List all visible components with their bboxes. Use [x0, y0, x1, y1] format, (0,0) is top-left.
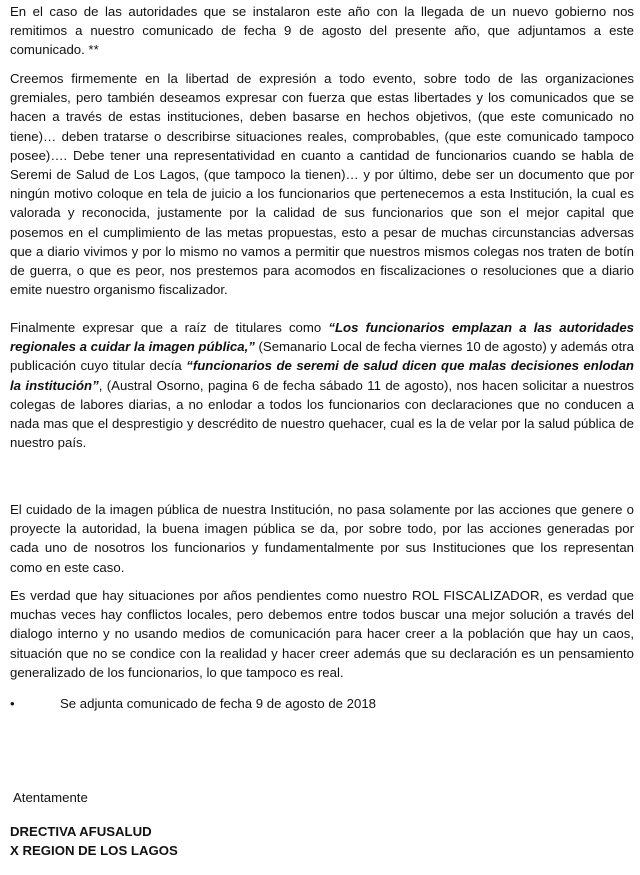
paragraph-1: En el caso de las autoridades que se instalaron este año con la llegada de un nuevo gobierno nos remitimos a nuestro comunicado de fecha 9 de agosto del presente año, que adjuntamos a este comunicado. **: [10, 4, 634, 58]
paragraph-3-intro: Finalmente expresar que a raíz de titulares como: [10, 320, 329, 335]
paragraph-4: El cuidado de la imagen pública de nuestra Institución, no pasa solamente por las acciones que genere o proyecte la autoridad, la buena imagen pública se da, por sobre todo, por las acciones generadas por cada uno de nosotros los funcionarios y fundamentalmente por sus Instituciones que los representan como en este caso.: [10, 502, 634, 575]
headline-quote-1: “Los funcionarios emplazan a las autoridades regionales a cuidar la imagen pública,”: [10, 320, 634, 355]
paragraph-2: Creemos firmemente en la libertad de expresión a todo evento, sobre todo de las organizaciones gremiales, pero también deseamos expresar con fuerza que estas libertades y los comunicados que se hacen a través de estas instituciones, deben basarse en hechos objetivos, (que este comunicado no tiene)… deben tratarse o describirse situaciones reales, comprobables, (que este comunicado tampoco posee)…. Debe tener una representatividad en cuanto a cantidad de funcionarios cuando se habla de Seremi de Salud de Los Lagos, (que tampoco la tienen)… y por último, debe ser un documento que por ningún motivo coloque en tela de juicio a los funcionarios que pertenecemos a esta Institución, la cual es valorada y reconocida, justamente por la calidad de sus funcionarios que son el mejor capital que posemos en el cumplimiento de las metas propuestas, esto a pesar de muchas circunstancias adversas que a diario vivimos y por lo mismo no vamos a permitir que nuestros mismos colegas nos traten de botín de guerra, o que es peor, nos prestemos para acomodos en fiscalizaciones o resoluciones que a diario emite nuestro organismo fiscalizador.: [10, 71, 634, 298]
bullet-icon: •: [10, 696, 15, 711]
signature-line-2: X REGION DE LOS LAGOS: [10, 843, 178, 858]
paragraph-3-mid: (Semanario Local de fecha viernes 10 de agosto) y además otra publicación cuyo titular decía: [10, 339, 635, 374]
attachment-bullet: [10, 694, 610, 714]
attachment-text: Se adjunta comunicado de fecha 9 de agosto de 2018: [60, 696, 377, 711]
headline-quote-2: “funcionarios de seremi de salud dicen que malas decisiones enlodan la institución”: [10, 358, 634, 393]
paragraph-3: [10, 318, 634, 452]
paragraph-3-rest: , (Austral Osorno, pagina 6 de fecha sábado 11 de agosto), nos hacen solicitar a nuestros colegas de labores diarias, a no enlodar a todos los funcionarios con declaraciones que no conducen a nada mas que el desprestigio y descrédito de nuestro quehacer, cual es la de velar por la salud pública de nuestro país.: [10, 377, 634, 451]
signature-line-1: DRECTIVA AFUSALUD: [10, 824, 152, 839]
paragraph-5: Es verdad que hay situaciones por años pendientes como nuestro ROL FISCALIZADOR, es verdad que muchas veces hay conflictos locales, pero debemos entre todos buscar una mejor solución a través del dialogo interno y no usando medios de comunicación para hacer creer a la población que hay un caos, situación que no se condice con la realidad y hacer creer además que su declaración es un pensamiento generalizado de los funcionarios, lo que tampoco es real.: [10, 588, 634, 680]
closing-salutation: Atentamente: [13, 790, 88, 805]
